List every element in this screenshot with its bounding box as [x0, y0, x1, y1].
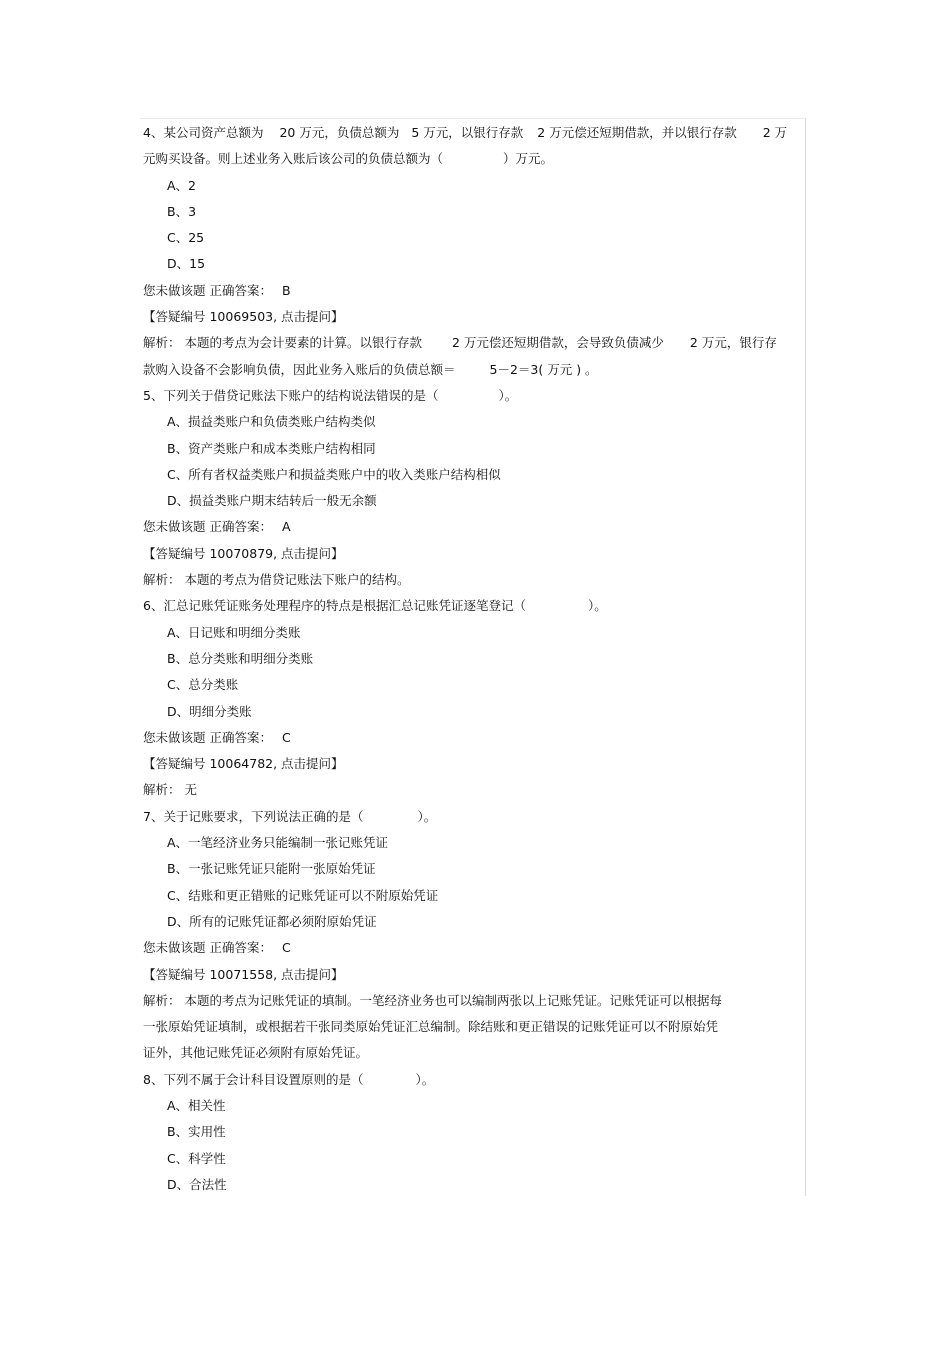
option-b[interactable]: B、总分类账和明细分类账: [167, 650, 314, 666]
question-stem: [143, 146, 805, 172]
option-b[interactable]: B、资产类账户和成本类账户结构相同: [167, 440, 376, 456]
analysis-segment: 解析： 本题的考点为借贷记账法下账户的结构。: [143, 572, 410, 588]
stem-segment: 4、某公司资产总额为: [143, 125, 264, 140]
stem-segment: ）万元。: [503, 151, 554, 167]
correct-answer: C: [281, 940, 291, 956]
status-text: 您未做该题 正确答案：: [143, 282, 272, 298]
option-c[interactable]: C、25: [167, 230, 205, 246]
stem-segment: 2 万元偿还短期借款，并以银行存款: [537, 125, 737, 140]
question-stem: [143, 383, 805, 409]
option-c[interactable]: C、科学性: [167, 1150, 226, 1166]
option-c[interactable]: C、总分类账: [167, 677, 239, 693]
document-content: [143, 120, 805, 1198]
correct-answer: C: [281, 729, 291, 745]
analysis-segment: 2 万元，银行存: [689, 335, 777, 351]
answer-status: [143, 935, 805, 961]
option-a[interactable]: A、损益类账户和负债类账户结构类似: [167, 414, 376, 430]
stem-segment: 8、下列不属于会计科目设置原则的是（: [143, 1071, 364, 1087]
stem-segment: 20 万元，负债总额为: [279, 125, 400, 140]
option-d[interactable]: D、损益类账户期末结转后一般无余额: [167, 493, 377, 509]
analysis-segment: 解析： 本题的考点为会计要素的计算。以银行存款: [143, 335, 422, 351]
question-8: [143, 1067, 805, 1198]
qa-ref-link[interactable]: 【答疑编号 10070879, 点击提问】: [143, 545, 344, 561]
analysis: 解析： 本题的考点为记账凭证的填制。一笔经济业务也可以编制两张以上记账凭证。记账凭证可以根据每: [143, 992, 722, 1008]
correct-answer: B: [281, 282, 291, 298]
stem-segment: 元购买设备。则上述业务入账后该公司的负债总额为（: [143, 151, 444, 167]
stem-segment: 2 万: [762, 125, 788, 140]
stem-segment: 7、关于记账要求，下列说法正确的是（: [143, 808, 364, 824]
analysis: 一张原始凭证填制，或根据若干张同类原始凭证汇总编制。除结账和更正错误的记账凭证可以不附原始凭: [143, 1019, 719, 1035]
question-7: [143, 804, 805, 1067]
analysis-segment: 款购入设备不会影响负债，因此业务入账后的负债总额＝: [143, 361, 456, 377]
question-stem: [143, 593, 805, 619]
correct-answer: A: [281, 519, 291, 535]
option-b[interactable]: B、实用性: [167, 1124, 226, 1140]
analysis-segment: 5－2＝3( 万元 ) 。: [489, 361, 598, 377]
option-b[interactable]: B、3: [167, 203, 197, 219]
question-6: [143, 593, 805, 803]
option-c[interactable]: C、所有者权益类账户和损益类账户中的收入类账户结构相似: [167, 466, 501, 482]
stem-segment: ）。: [415, 1071, 435, 1087]
stem-segment: 5、下列关于借贷记账法下账户的结构说法错误的是（: [143, 387, 439, 403]
analysis: [143, 567, 805, 593]
stem-segment: 5 万元，以银行存款: [411, 125, 524, 140]
qa-ref-link[interactable]: 【答疑编号 10069503, 点击提问】: [143, 309, 344, 325]
status-text: 您未做该题 正确答案：: [143, 729, 272, 745]
stem-segment: 6、汇总记账凭证账务处理程序的特点是根据汇总记账凭证逐笔登记（: [143, 598, 526, 614]
option-d[interactable]: D、所有的记账凭证都必须附原始凭证: [167, 913, 377, 929]
analysis: [143, 330, 805, 356]
option-b[interactable]: B、一张记账凭证只能附一张原始凭证: [167, 861, 376, 877]
question-stem: [143, 804, 805, 830]
option-d[interactable]: D、15: [167, 256, 206, 272]
question-5: [143, 383, 805, 593]
question-stem: [143, 120, 805, 146]
answer-status: [143, 725, 805, 751]
analysis: 证外，其他记账凭证必须附有原始凭证。: [143, 1045, 369, 1061]
analysis-segment: 2 万元偿还短期借款，会导致负债减少: [451, 335, 664, 351]
analysis: [143, 357, 805, 383]
answer-status: [143, 278, 805, 304]
option-a[interactable]: A、一笔经济业务只能编制一张记账凭证: [167, 835, 389, 851]
option-a[interactable]: A、日记账和明细分类账: [167, 624, 301, 640]
stem-segment: ）。: [417, 808, 437, 824]
option-a[interactable]: A、2: [167, 177, 197, 193]
status-text: 您未做该题 正确答案：: [143, 940, 272, 956]
answer-status: [143, 514, 805, 540]
stem-segment: ）。: [498, 387, 518, 403]
option-a[interactable]: A、相关性: [167, 1097, 226, 1113]
option-d[interactable]: D、明细分类账: [167, 703, 252, 719]
option-c[interactable]: C、结账和更正错账的记账凭证可以不附原始凭证: [167, 887, 439, 903]
question-stem: [143, 1067, 805, 1093]
question-4: [143, 120, 805, 383]
option-d[interactable]: D、合法性: [167, 1176, 227, 1192]
stem-segment: ）。: [587, 598, 607, 614]
status-text: 您未做该题 正确答案：: [143, 519, 272, 535]
analysis: [143, 777, 805, 803]
qa-ref-link[interactable]: 【答疑编号 10064782, 点击提问】: [143, 756, 344, 772]
analysis-segment: 解析： 无: [143, 782, 197, 798]
qa-ref-link[interactable]: 【答疑编号 10071558, 点击提问】: [143, 966, 344, 982]
